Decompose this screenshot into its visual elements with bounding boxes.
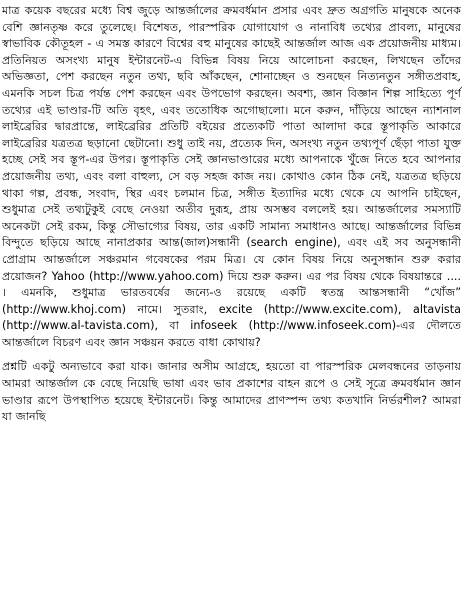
document-page [2,3,461,426]
paragraph-intro: মাত্র কয়েক বছরের মধ্যে বিশ্ব জুড়ে আন্তর্জালের ক্রমবর্ধমান প্রসার এবং দ্রুত অগ্রগতি মানুষকে অনেক বেশি জ্ঞানতৃষ্ণ করে তুলেছে। বিশেষত, পারস্পরিক যোগাযোগ ও নানাবিধ তথ্যের প্রাবল্য, মানুষের স্বাভাবিক কৌতূহল - এ সমস্ত কারণে বিশ্বের বহু মানুষের কাছেই আন্তর্জাল আজ এক প্রয়োজনীয় মাধ্যম। প্রতিনিয়ত অসংখ্য মানুষ ইন্টারনেট-এ বিভিন্ন বিষয় নিয়ে আলোচনা করছেন, লিখছেন তাঁদের অভিজ্ঞতা, পেশ করছেন নতুন তথ্য, ছবি আঁকছেন, শোনাচ্ছেন ও শুনছেন নিত্যনতুন সঙ্গীতপ্রবাহ, এমনকি সচল চিত্র পর্যন্ত পেশ করছেন এবং উপভোগ করছেন। অবশ্য, জ্ঞান বিজ্ঞান শিল্প সাহিত্যে পূর্ণ তথ্যের এই ভাণ্ডার-টি অতি বৃহৎ, এবং ততোধিক অগোছালো। মনে করুন, দাঁড়িয়ে আছেন ন্যাশনাল লাইব্রেরির দ্বারপ্রান্তে, লাইব্রেরির প্রতিটি বইয়ের প্রত্যেকটি পাতা আলাদা করে স্তূপাকৃতি আকারে লাইব্রেরির যত্রতত্র ছড়ানো ছেটানো। শুধু তাই নয়, প্রত্যেক দিন, অসংখ্য নতুন তথ্যপূর্ণ ছেঁড়া পাতা যুক্ত হচ্ছে সেই সব স্তূপ-এর উপর। স্তূপাকৃতি সেই জ্ঞানভাণ্ডারের মধ্যে আপনাকে খুঁজে নিতে হবে আপনার প্রয়োজনীয় তথ্য, এবং বলা বাহুল্য, সে বড় সহজ কাজ নয়। কোথাও কোন ঠিক নেই, যত্রতত্র ছড়িয়ে থাকা গল্প, প্রবন্ধ, সংবাদ, স্থির এবং চলমান চিত্র, সঙ্গীত ইত্যাদির মধ্যে থেকে যে আপনি চাইছেন, শুধুমাত্র সেই তথ্যটুকুই বেছে নেওয়া অতীব দুরূহ, প্রায় অসম্ভব বললেই হয়। আন্তর্জালের সমস্যাটি অনেকটা সেই রকম, কিন্তু সৌভাগ্যের বিষয়, তার একটি সামান্য সমাধানও আছে। আন্তর্জালের বিভিন্ন বিন্দুতে ছড়িয়ে আছে নানাপ্রকার আন্ত(জাল)সন্ধানী (search engine), এবং এই সব অনুসন্ধানী প্রোগ্রাম আন্তর্জালে সঞ্চরমান গবেষকের পরম মিত্র। যে কোন বিষয় নিয়ে অনুসন্ধান শুরু করার প্রয়োজন? Yahoo (http://www.yahoo.com) দিয়ে শুরু করুন। এর পর বিষয় থেকে বিষয়ান্তরে .... । এমনকি, শুধুমাত্র ভারতবর্ষের জন্যে-ও রয়েছে একটি স্বতন্ত্র আন্তসন্ধানী “খোঁজ” (http://www.khoj.com) নামে। সুতরাং, excite (http://www.excite.com), altavista (http://www.al-tavista.com), বা infoseek (http://www.infoseek.com)-এর দৌলতে আন্তর্জালে বিচরণ এবং জ্ঞান সঞ্চয়ন করতে বাধা কোথায়? [2,4,461,349]
paragraph-question: প্রশ্নটি একটু অন্যভাবে করা যাক। জানার অসীম আগ্রহে, হয়তো বা পারস্পরিক মেলবন্ধনের তাড়নায় আমরা আন্তর্জাল কে বেছে নিয়েছি ভাষা এবং ভাব প্রকাশের বাহন রূপে ও সেই সূত্রে ক্রমবর্ধমান জ্ঞান ভাণ্ডার রূপে উপস্থাপিত হয়েছে ইন্টারনেট। কিন্তু আমাদের প্রাণস্পন্দ তথ্য কতখানি নির্ভরশীল? আমরা যা জানছি [2,360,461,424]
